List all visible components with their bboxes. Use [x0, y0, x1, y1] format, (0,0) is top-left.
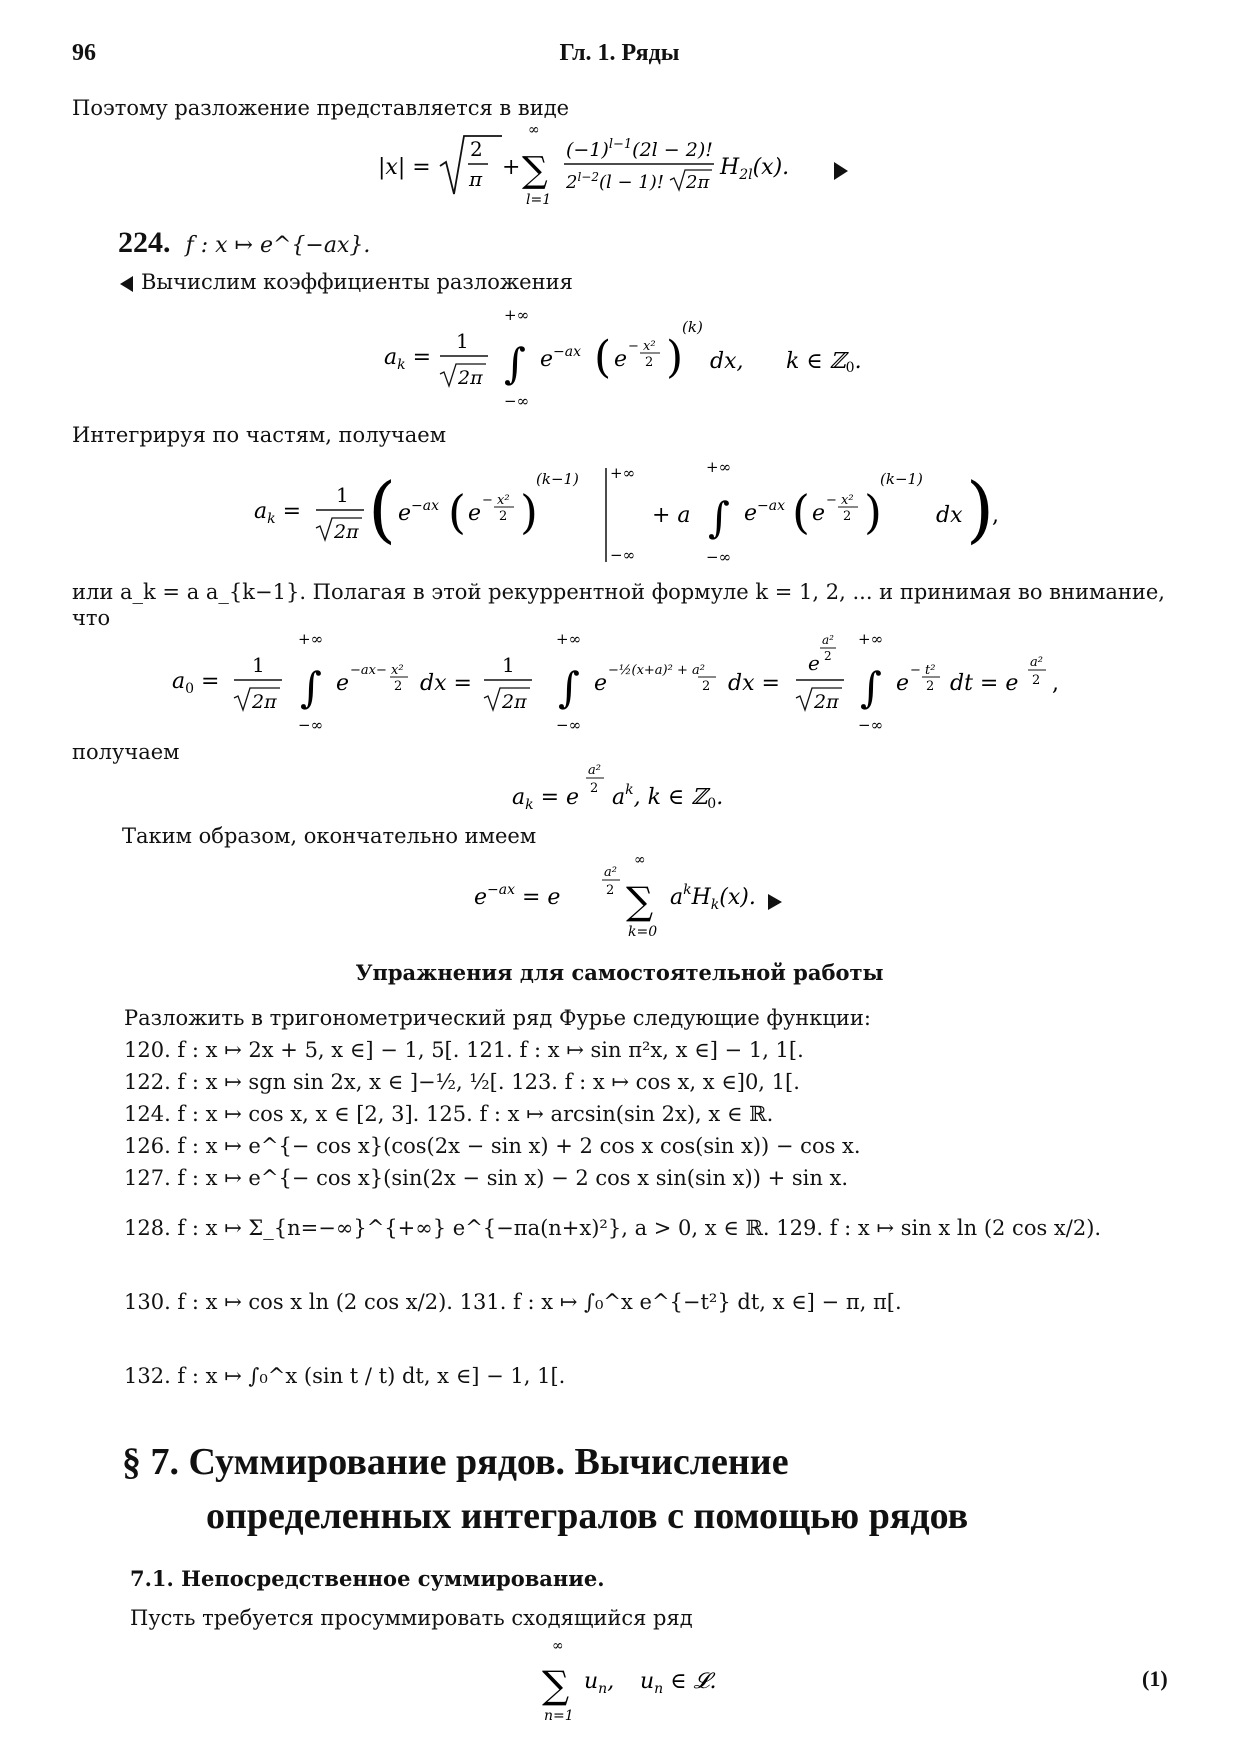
formula-a0	[168, 626, 1088, 736]
svg-text:dx: dx	[936, 503, 963, 528]
svg-text:2: 2	[1032, 673, 1041, 688]
problem-step1	[120, 270, 573, 294]
svg-text:ak =: $a_k$ =	[384, 345, 432, 373]
svg-text:+ a: + a	[652, 503, 691, 528]
svg-text:,: ,	[1052, 671, 1059, 696]
svg-text:(−1)l−1(2l − 2)!: $(-1)^{l-1}(2l - 2)$!	[566, 137, 713, 161]
svg-text:|x| =: |x| =	[378, 155, 431, 180]
equation-number: (1)	[1142, 1666, 1168, 1691]
svg-text:2: 2	[499, 509, 508, 524]
svg-text:∫: ∫	[708, 493, 730, 542]
svg-text:a²: a²	[588, 763, 601, 778]
svg-text:1: 1	[336, 483, 349, 507]
exercises-intro: Разложить в тригонометрический ряд Фурье следующие функции:	[124, 1006, 871, 1030]
formula-parts-svg	[252, 452, 1004, 570]
proof-start-icon	[120, 276, 133, 292]
svg-text:2π: 2π	[252, 691, 277, 713]
exercise-line-8: 132. f : x ↦ ∫₀^x (sin t / t) dt, x ∈] − 1, 1[.	[124, 1364, 566, 1388]
exercise-line-7: 130. f : x ↦ cos x ln (2 cos x/2). 131. f : x ↦ ∫₀^x e^{−t²} dt, x ∈] − π, π[.	[124, 1290, 902, 1314]
svg-text:2: 2	[824, 649, 832, 663]
svg-text:(: (	[594, 332, 612, 383]
svg-text:dt = e: dt = e	[950, 671, 1019, 696]
svg-text:n=1: n=1	[544, 1708, 574, 1724]
svg-text:−½(x+a)² + a²: −½(x+a)² + a²	[608, 663, 705, 678]
exercise-line-1: 120. f : x ↦ 2x + 5, x ∈] − 1, 5[. 121. f : x ↦ sin π²x, x ∈] − 1, 1[.	[124, 1038, 804, 1062]
svg-text:+: +	[502, 155, 521, 180]
svg-text:ak =: $a_k$ =	[254, 499, 302, 527]
subsection-title: 7.1. Непосредственное суммирование.	[130, 1566, 605, 1591]
svg-text:ak, k ∈ ℤ0.: $a^k$, k ∈ ℤ0.	[612, 782, 724, 812]
problem-statement: f : x ↦ e^{−ax}.	[185, 233, 371, 258]
svg-text:∞: ∞	[552, 1638, 564, 1654]
svg-text:+∞: +∞	[610, 464, 636, 482]
svg-text:∑: ∑	[522, 150, 548, 191]
problem-step3-line2: что	[72, 606, 111, 630]
svg-text:−ax− x²: −ax− x²	[350, 663, 404, 678]
svg-text:∫: ∫	[504, 339, 526, 388]
svg-text:2: 2	[470, 137, 483, 161]
formula-ak-svg	[380, 306, 860, 410]
svg-text:l=1: l=1	[526, 192, 552, 208]
svg-text:+∞: +∞	[556, 630, 582, 648]
formula-abs-x-svg	[370, 122, 870, 212]
exercises-title: Упражнения для самостоятельной работы	[355, 960, 884, 985]
svg-text:1: 1	[252, 653, 265, 677]
problem-step5: Таким образом, окончательно имеем	[122, 824, 537, 848]
exercise-line-3: 124. f : x ↦ cos x, x ∈ [2, 3]. 125. f : x ↦ arcsin(sin 2x), x ∈ ℝ.	[124, 1102, 774, 1126]
svg-text:2: 2	[645, 355, 654, 370]
section-title-line1: § 7. Суммирование рядов. Вычисление	[122, 1441, 789, 1483]
svg-text:∑: ∑	[542, 1663, 570, 1707]
section-title-line2: определенных интегралов с помощью рядов	[206, 1495, 969, 1537]
svg-text:2π: 2π	[686, 172, 710, 193]
svg-text:−∞: −∞	[858, 716, 884, 734]
running-head: Гл. 1. Ряды	[559, 40, 680, 66]
formula-parts	[252, 452, 1004, 570]
exercise-line-2: 122. f : x ↦ sgn sin 2x, x ∈ ]−½, ½[. 123. f : x ↦ cos x, x ∈]0, 1[.	[124, 1070, 800, 1094]
svg-text:): )	[666, 332, 684, 383]
svg-text:dx =: dx =	[728, 671, 780, 696]
svg-text:2: 2	[394, 679, 403, 694]
svg-text:a0 =: $a_0$ =	[172, 669, 220, 697]
formula-a0-svg	[168, 626, 1088, 736]
formula-abs-x	[370, 122, 870, 212]
svg-text:(k−1): (k−1)	[880, 470, 923, 488]
svg-text:−∞: −∞	[298, 716, 324, 734]
page-number: 96	[72, 40, 96, 66]
svg-text:dx =: dx =	[420, 671, 472, 696]
svg-text:∫: ∫	[860, 663, 882, 712]
svg-text:− t²: − t²	[910, 663, 936, 678]
svg-text:∫: ∫	[300, 663, 322, 712]
svg-text:∑: ∑	[626, 879, 654, 923]
svg-text:+∞: +∞	[504, 306, 530, 324]
svg-text:−∞: −∞	[610, 546, 636, 564]
svg-text:): )	[966, 467, 995, 551]
svg-text:(k−1): (k−1)	[536, 470, 579, 488]
svg-text:−∞: −∞	[504, 392, 530, 410]
formula-ak	[380, 306, 860, 410]
svg-text:akHk(x).: $a^kH_k(x)$.	[670, 882, 756, 913]
svg-text:): )	[864, 485, 882, 539]
svg-text:(k): (k)	[682, 318, 703, 336]
svg-text:−∞: −∞	[556, 716, 582, 734]
svg-text:∞: ∞	[528, 122, 540, 138]
svg-text:2l−2(l − 1)!: $2^{l-2}(l - 1)$!	[566, 170, 664, 193]
problem-number: 224.	[118, 226, 171, 259]
problem-step2: Интегрируя по частям, получаем	[72, 423, 447, 447]
svg-text:,: ,	[992, 503, 999, 528]
svg-text:2: 2	[590, 781, 599, 796]
formula-series	[536, 1636, 756, 1726]
svg-text:1: 1	[456, 329, 469, 353]
svg-text:H2l(x).: $H_{2l}(x)$.	[720, 155, 790, 183]
svg-text:+∞: +∞	[858, 630, 884, 648]
svg-text:e: e	[468, 501, 482, 526]
svg-text:∞: ∞	[634, 852, 646, 868]
svg-text:un,: $u_n$,	[584, 1669, 615, 1697]
formula-ak-result	[508, 756, 768, 816]
svg-text:e−ax = e: $e^{-ax} = e$	[474, 882, 561, 910]
exercise-line-5: 127. f : x ↦ e^{− cos x}(sin(2x − sin x) − 2 cos x sin(sin x)) + sin x.	[124, 1166, 849, 1190]
svg-text:k ∈ ℤ0.: k ∈ ℤ0.	[786, 349, 862, 376]
svg-text:2: 2	[606, 883, 615, 898]
svg-text:+∞: +∞	[706, 458, 732, 476]
svg-text:dx,: dx,	[710, 349, 744, 374]
problem-step4: получаем	[72, 740, 180, 764]
svg-text:− x²: − x²	[826, 493, 854, 508]
svg-text:2π: 2π	[502, 691, 527, 713]
svg-text:e: e	[594, 671, 608, 696]
svg-text:2: 2	[843, 509, 852, 524]
svg-text:− x²: − x²	[482, 493, 510, 508]
problem-224	[118, 226, 370, 260]
exercise-line-6: 128. f : x ↦ Σ_{n=−∞}^{+∞} e^{−πa(n+x)²}, a > 0, x ∈ ℝ. 129. f : x ↦ sin x ln (2 cos x/2).	[124, 1216, 1102, 1240]
svg-text:2π: 2π	[458, 367, 483, 389]
svg-text:1: 1	[502, 653, 515, 677]
svg-text:a²: a²	[604, 865, 617, 880]
svg-text:a²: a²	[822, 633, 834, 647]
svg-text:ak = e: $a_k = e$	[512, 785, 580, 813]
svg-text:k=0: k=0	[628, 924, 658, 940]
svg-text:(: (	[792, 485, 810, 539]
svg-text:2π: 2π	[334, 521, 359, 543]
formula-series-svg	[536, 1636, 756, 1726]
svg-text:e−ax: $e^{-ax}$	[540, 344, 582, 372]
svg-text:+∞: +∞	[298, 630, 324, 648]
intro-text: Поэтому разложение представляется в виде	[72, 96, 570, 120]
svg-text:un ∈ 𝓛.: $u_n$ ∈ 𝓛.	[640, 1669, 717, 1697]
formula-final-svg	[472, 852, 792, 942]
step1-text: Вычислим коэффициенты разложения	[141, 270, 573, 294]
svg-text:2: 2	[926, 679, 935, 694]
svg-text:): )	[520, 485, 538, 539]
svg-text:e: e	[336, 671, 350, 696]
svg-text:e: e	[812, 501, 826, 526]
problem-step3-line1: или a_k = a a_{k−1}. Полагая в этой рекуррентной формуле k = 1, 2, ... и принимая во внимание,	[72, 580, 1165, 604]
svg-text:e: e	[896, 671, 910, 696]
svg-text:2: 2	[702, 679, 711, 694]
section-text: Пусть требуется просуммировать сходящийся ряд	[130, 1606, 693, 1630]
svg-text:(: (	[448, 485, 466, 539]
svg-text:∫: ∫	[558, 663, 580, 712]
svg-text:e: e	[614, 347, 628, 372]
svg-text:π: π	[469, 167, 483, 191]
formula-ak-result-svg	[508, 756, 768, 816]
svg-text:(: (	[368, 467, 397, 551]
formula-final	[472, 852, 792, 942]
svg-text:e: e	[808, 651, 820, 675]
svg-text:−∞: −∞	[706, 548, 732, 566]
svg-text:a²: a²	[1030, 655, 1043, 670]
svg-text:e−ax: $e^{-ax}$	[398, 498, 440, 526]
svg-text:2π: 2π	[814, 691, 839, 713]
svg-text:e−ax: $e^{-ax}$	[744, 498, 786, 526]
svg-text:− x²: − x²	[628, 339, 656, 354]
exercise-line-4: 126. f : x ↦ e^{− cos x}(cos(2x − sin x) + 2 cos x cos(sin x)) − cos x.	[124, 1134, 861, 1158]
